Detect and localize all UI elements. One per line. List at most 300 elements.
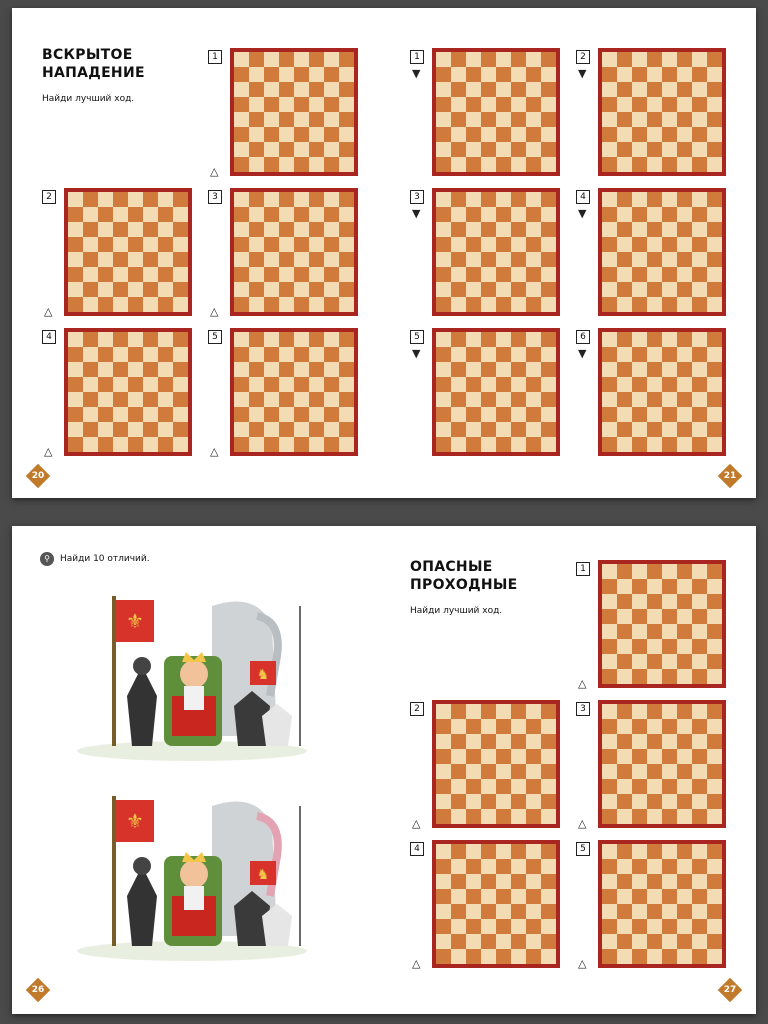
board-square (496, 889, 511, 904)
board-square (436, 779, 451, 794)
board-square (466, 377, 481, 392)
board-square (707, 407, 722, 422)
board-square (511, 362, 526, 377)
board-square (451, 704, 466, 719)
board-square (339, 157, 354, 172)
board-square (617, 809, 632, 824)
board-square (466, 392, 481, 407)
board-square (662, 237, 677, 252)
board-square (451, 919, 466, 934)
board-square (339, 437, 354, 452)
board-square (541, 889, 556, 904)
board-square (602, 237, 617, 252)
board-square (113, 252, 128, 267)
board-square (647, 207, 662, 222)
board-square (632, 112, 647, 127)
board-square (541, 764, 556, 779)
board-square (143, 297, 158, 312)
board-square (143, 207, 158, 222)
board-square (158, 297, 173, 312)
board-square (541, 719, 556, 734)
board-square (511, 719, 526, 734)
board-square (707, 779, 722, 794)
board-square (324, 97, 339, 112)
board-square (692, 237, 707, 252)
board-square (662, 192, 677, 207)
board-square (677, 437, 692, 452)
board-square (481, 734, 496, 749)
board-square (692, 579, 707, 594)
board-square (128, 192, 143, 207)
board-square (451, 332, 466, 347)
board-square (264, 267, 279, 282)
board-square (677, 749, 692, 764)
board-square (309, 207, 324, 222)
board-square (143, 362, 158, 377)
black-to-move-icon: ▼ (412, 207, 421, 220)
board-square (294, 437, 309, 452)
board-square (677, 704, 692, 719)
board-square (83, 407, 98, 422)
board-square (662, 844, 677, 859)
board-square (83, 207, 98, 222)
board-square (173, 267, 188, 282)
board-square (481, 437, 496, 452)
board-square (309, 142, 324, 157)
board-square (662, 949, 677, 964)
board-square (617, 904, 632, 919)
page-number: 21 (723, 471, 737, 481)
page-title: ВСКРЫТОЕ НАПАДЕНИЕ (42, 47, 145, 81)
board-square (496, 237, 511, 252)
board-square (496, 919, 511, 934)
board-square (602, 407, 617, 422)
board-square (436, 704, 451, 719)
board-square (309, 252, 324, 267)
board-square (541, 904, 556, 919)
board-square (602, 332, 617, 347)
board-square (526, 237, 541, 252)
board-square (632, 734, 647, 749)
board-square (496, 297, 511, 312)
board-square (526, 347, 541, 362)
board-square (113, 392, 128, 407)
board-square (541, 844, 556, 859)
board-square (692, 142, 707, 157)
board-square (279, 377, 294, 392)
board-square (692, 297, 707, 312)
board-square (707, 859, 722, 874)
king-elephant-illustration-bottom (72, 786, 312, 966)
board-square (526, 362, 541, 377)
board-square (677, 934, 692, 949)
board-square (339, 52, 354, 67)
board-square (481, 779, 496, 794)
board-square (526, 207, 541, 222)
board-square (707, 764, 722, 779)
board-square (264, 82, 279, 97)
board-square (496, 809, 511, 824)
board-square (98, 362, 113, 377)
board-square (541, 392, 556, 407)
board-square (662, 919, 677, 934)
board-square (511, 222, 526, 237)
board-square (279, 252, 294, 267)
board-square (647, 859, 662, 874)
board-square (466, 809, 481, 824)
board-square (173, 407, 188, 422)
board-square (632, 97, 647, 112)
board-square (98, 267, 113, 282)
board-square (707, 82, 722, 97)
board-square (677, 267, 692, 282)
board-square (602, 192, 617, 207)
board-square (662, 332, 677, 347)
board-square (677, 142, 692, 157)
diagram-number: 4 (410, 842, 424, 856)
board-square (264, 282, 279, 297)
board-square (692, 207, 707, 222)
board-square (466, 934, 481, 949)
board-square (511, 127, 526, 142)
instruction-text: Найди 10 отличий. (60, 554, 150, 564)
board-square (526, 859, 541, 874)
board-square (279, 52, 294, 67)
board-square (68, 237, 83, 252)
board-square (707, 437, 722, 452)
page-subtitle: Найди лучший ход. (42, 94, 135, 104)
board-square (602, 594, 617, 609)
board-square (309, 347, 324, 362)
board-square (511, 859, 526, 874)
board-square (632, 794, 647, 809)
board-square (128, 282, 143, 297)
board-square (436, 809, 451, 824)
board-square (68, 392, 83, 407)
board-square (249, 82, 264, 97)
board-square (324, 347, 339, 362)
board-square (647, 142, 662, 157)
board-square (339, 127, 354, 142)
board-square (617, 67, 632, 82)
board-square (98, 407, 113, 422)
board-square (451, 347, 466, 362)
board-square (264, 112, 279, 127)
board-square (662, 127, 677, 142)
board-square (294, 252, 309, 267)
board-square (707, 142, 722, 157)
board-square (451, 52, 466, 67)
page-number: 26 (31, 985, 45, 995)
king-elephant-illustration-top (72, 586, 312, 766)
board-square (617, 844, 632, 859)
board-square (511, 67, 526, 82)
board-square (451, 422, 466, 437)
board-square (662, 207, 677, 222)
board-square (692, 112, 707, 127)
board-square (647, 779, 662, 794)
board-square (234, 377, 249, 392)
board-square (436, 844, 451, 859)
board-square (466, 874, 481, 889)
board-square (128, 267, 143, 282)
board-square (602, 564, 617, 579)
board-square (541, 82, 556, 97)
chess-board-grid (234, 52, 354, 172)
board-square (526, 97, 541, 112)
board-square (496, 794, 511, 809)
board-square (234, 282, 249, 297)
board-square (294, 127, 309, 142)
board-square (707, 222, 722, 237)
board-square (249, 157, 264, 172)
board-square (526, 252, 541, 267)
diagram-number: 3 (208, 190, 222, 204)
board-square (436, 252, 451, 267)
board-square (451, 192, 466, 207)
board-square (481, 764, 496, 779)
board-square (113, 282, 128, 297)
board-square (707, 297, 722, 312)
board-square (279, 112, 294, 127)
board-square (541, 934, 556, 949)
board-square (113, 297, 128, 312)
board-square (98, 282, 113, 297)
board-square (496, 267, 511, 282)
board-square (143, 252, 158, 267)
board-square (294, 142, 309, 157)
board-square (541, 734, 556, 749)
board-square (279, 237, 294, 252)
board-square (617, 639, 632, 654)
board-square (541, 347, 556, 362)
board-square (324, 127, 339, 142)
board-square (677, 809, 692, 824)
board-square (249, 127, 264, 142)
board-square (602, 52, 617, 67)
board-square (481, 874, 496, 889)
board-square (436, 222, 451, 237)
board-square (264, 207, 279, 222)
board-square (602, 252, 617, 267)
board-square (451, 437, 466, 452)
board-square (647, 624, 662, 639)
board-square (158, 267, 173, 282)
board-square (647, 297, 662, 312)
board-square (264, 222, 279, 237)
board-square (677, 564, 692, 579)
black-to-move-icon: ▼ (578, 347, 587, 360)
chess-diagram (432, 188, 560, 316)
board-square (339, 332, 354, 347)
board-square (632, 949, 647, 964)
board-square (541, 949, 556, 964)
board-square (526, 112, 541, 127)
board-square (481, 362, 496, 377)
board-square (496, 347, 511, 362)
board-square (264, 237, 279, 252)
board-square (128, 297, 143, 312)
board-square (692, 809, 707, 824)
board-square (677, 794, 692, 809)
board-square (617, 764, 632, 779)
board-square (707, 377, 722, 392)
board-square (496, 97, 511, 112)
board-square (496, 127, 511, 142)
board-square (113, 332, 128, 347)
board-square (602, 392, 617, 407)
svg-text:⚜: ⚜ (126, 609, 144, 633)
board-square (677, 889, 692, 904)
board-square (511, 949, 526, 964)
board-square (602, 579, 617, 594)
board-square (481, 392, 496, 407)
board-square (677, 579, 692, 594)
board-square (541, 779, 556, 794)
board-square (677, 237, 692, 252)
board-square (617, 734, 632, 749)
board-square (83, 422, 98, 437)
board-square (677, 392, 692, 407)
board-square (234, 52, 249, 67)
board-square (647, 794, 662, 809)
board-square (264, 407, 279, 422)
board-square (436, 749, 451, 764)
board-square (339, 377, 354, 392)
board-square (436, 734, 451, 749)
board-square (466, 734, 481, 749)
board-square (526, 407, 541, 422)
board-square (632, 934, 647, 949)
board-square (511, 112, 526, 127)
board-square (526, 222, 541, 237)
board-square (466, 297, 481, 312)
board-square (279, 192, 294, 207)
board-square (309, 52, 324, 67)
board-square (279, 332, 294, 347)
board-square (632, 764, 647, 779)
board-square (632, 437, 647, 452)
board-square (541, 297, 556, 312)
board-square (324, 392, 339, 407)
board-square (662, 564, 677, 579)
board-square (339, 112, 354, 127)
board-square (481, 332, 496, 347)
board-square (339, 207, 354, 222)
board-square (158, 407, 173, 422)
board-square (677, 407, 692, 422)
board-square (466, 222, 481, 237)
board-square (647, 919, 662, 934)
board-square (511, 734, 526, 749)
board-square (617, 874, 632, 889)
board-square (339, 362, 354, 377)
board-square (692, 97, 707, 112)
board-square (511, 874, 526, 889)
board-square (511, 82, 526, 97)
board-square (662, 794, 677, 809)
board-square (617, 112, 632, 127)
board-square (647, 654, 662, 669)
board-square (647, 579, 662, 594)
board-square (617, 719, 632, 734)
board-square (692, 52, 707, 67)
board-square (451, 267, 466, 282)
board-square (617, 377, 632, 392)
black-to-move-icon: ▼ (578, 67, 587, 80)
board-square (451, 904, 466, 919)
chess-board-grid (436, 704, 556, 824)
board-square (526, 267, 541, 282)
board-square (707, 67, 722, 82)
board-square (526, 934, 541, 949)
page-number: 27 (723, 985, 737, 995)
board-square (692, 764, 707, 779)
board-square (451, 934, 466, 949)
board-square (541, 794, 556, 809)
board-square (113, 422, 128, 437)
board-square (128, 362, 143, 377)
board-square (496, 704, 511, 719)
board-square (324, 157, 339, 172)
chess-diagram (432, 840, 560, 968)
white-to-move-icon: △ (578, 957, 587, 970)
board-square (692, 719, 707, 734)
board-square (662, 267, 677, 282)
board-square (662, 97, 677, 112)
board-square (173, 422, 188, 437)
board-square (436, 237, 451, 252)
page-number: 20 (31, 471, 45, 481)
board-square (632, 904, 647, 919)
board-square (511, 844, 526, 859)
board-square (234, 297, 249, 312)
board-square (466, 97, 481, 112)
diagram-number: 3 (410, 190, 424, 204)
board-square (481, 82, 496, 97)
board-square (541, 112, 556, 127)
board-square (526, 377, 541, 392)
board-square (617, 142, 632, 157)
board-square (68, 267, 83, 282)
board-square (294, 112, 309, 127)
board-square (173, 192, 188, 207)
board-square (647, 934, 662, 949)
board-square (511, 422, 526, 437)
board-square (677, 624, 692, 639)
board-square (496, 859, 511, 874)
board-square (324, 407, 339, 422)
board-square (436, 207, 451, 222)
board-square (526, 282, 541, 297)
board-square (707, 654, 722, 669)
board-square (451, 127, 466, 142)
board-square (324, 192, 339, 207)
board-square (481, 844, 496, 859)
board-square (158, 207, 173, 222)
board-square (436, 934, 451, 949)
board-square (294, 392, 309, 407)
board-square (481, 207, 496, 222)
board-square (143, 237, 158, 252)
board-square (128, 392, 143, 407)
board-square (496, 437, 511, 452)
board-square (602, 142, 617, 157)
board-square (339, 97, 354, 112)
board-square (677, 207, 692, 222)
board-square (662, 704, 677, 719)
board-square (264, 297, 279, 312)
